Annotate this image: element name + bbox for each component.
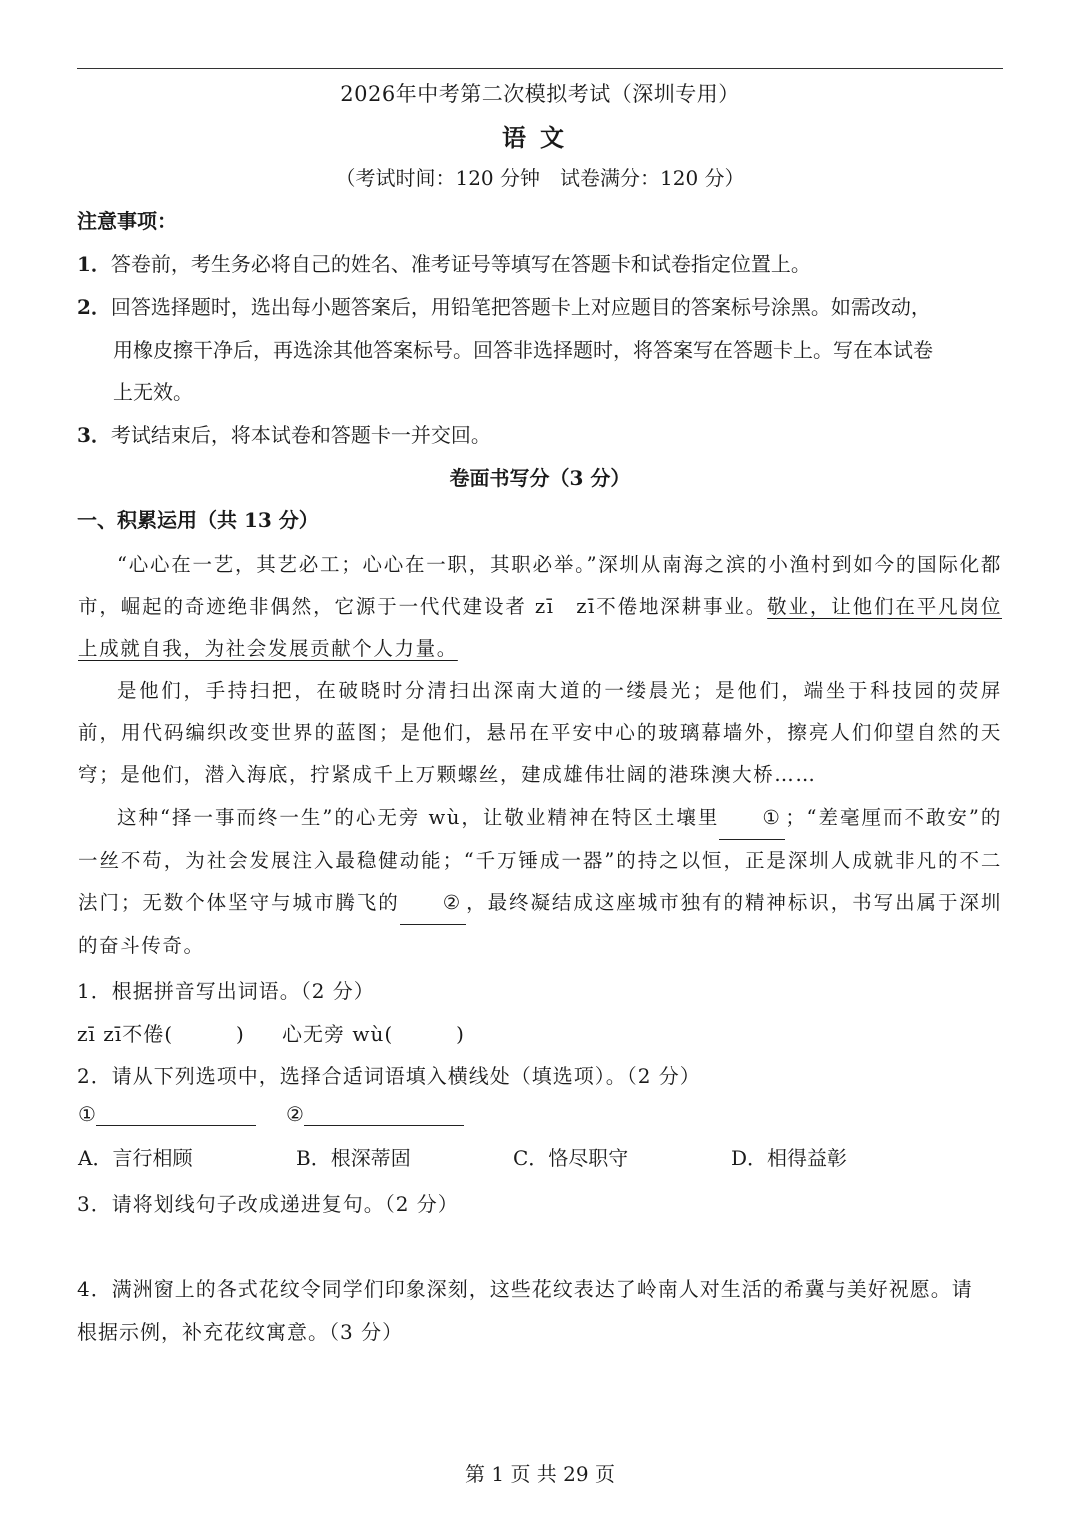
- subject-title: 语文: [502, 123, 578, 152]
- notice-item-number: 3．: [77, 423, 111, 447]
- top-rule: [77, 68, 1003, 69]
- answer-line: [304, 1103, 464, 1126]
- notice-item-2-line-2: 用橡皮擦干净后，再选涂其他答案标号。回答非选择题时，将答案写在答题卡上。写在本试卷: [113, 338, 933, 362]
- passage-paragraph-1: [78, 544, 1002, 670]
- notice-item-3: [77, 419, 491, 448]
- question-4-line-2: 根据示例，补充花纹寓意。（3 分）: [77, 1320, 404, 1344]
- notice-title: 注意事项：: [77, 209, 177, 233]
- passage-text: ；“差毫厘而不敢安”的一丝不苟，为社会发展注入最稳健动能；“千万锤成一器”的持之以恒，正是深圳人成就非凡的不二法门；无数个体坚守与城市腾飞的: [78, 806, 1002, 914]
- passage-text: ，最终凝结成这座城市独有的精神标识，书写出属于深圳的奋斗传奇。: [78, 891, 1002, 957]
- notice-item-2: [77, 291, 931, 320]
- underlined-sentence: 敬业，让他们在平凡岗位上成就自我，为社会发展贡献个人力量。: [78, 595, 1002, 660]
- notice-item-number: 2．: [77, 295, 111, 319]
- exam-info: （考试时间：120 分钟 试卷满分：120 分）: [335, 166, 745, 190]
- handwriting-score: 卷面书写分（3 分）: [449, 466, 631, 490]
- notice-item-number: 1．: [77, 252, 111, 276]
- answer-blanks-row: [78, 1102, 494, 1126]
- option-a: A．言行相顾: [78, 1146, 193, 1170]
- question-1-fill-a: zī zī不倦( ): [77, 1022, 245, 1046]
- notice-item-text: 考试结束后，将本试卷和答题卡一并交回。: [110, 423, 491, 447]
- blank-2: ②: [400, 882, 466, 925]
- passage-paragraph-3: [78, 797, 1002, 967]
- passage-text: 这种“择一事而终一生”的心无旁 wù，让敬业精神在特区土壤里: [117, 806, 720, 829]
- question-1-fill-b: 心无旁 wù( ): [282, 1022, 465, 1046]
- blank-1: ①: [719, 797, 785, 840]
- notice-item-text: 答卷前，考生务必将自己的姓名、准考证号等填写在答题卡和试卷指定位置上。: [110, 252, 811, 276]
- notice-item-text: 回答选择题时，选出每小题答案后，用铅笔把答题卡上对应题目的答案标号涂黑。如需改动，: [110, 295, 931, 319]
- section-1-title: 一、积累运用（共 13 分）: [77, 508, 319, 532]
- option-d: D．相得益彰: [731, 1146, 848, 1170]
- question-2: 2．请从下列选项中，选择合适词语填入横线处（填选项）。（2 分）: [77, 1064, 701, 1088]
- question-4-line-1: 4．满洲窗上的各式花纹令同学们印象深刻，这些花纹表达了岭南人对生活的希冀与美好祝愿。请: [77, 1277, 973, 1301]
- passage-text: “心心在一艺，其艺必工；心心在一职，其职必举。”深圳从南海之滨的小渔村到如今的国际化都市，崛起的奇迹绝非偶然，它源于一代代建设者 zī zī不倦地深耕事业。: [78, 553, 1002, 618]
- option-c: C．恪尽职守: [513, 1146, 629, 1170]
- page-footer: 第 1 页 共 29 页: [465, 1462, 615, 1486]
- option-b: B．根深蒂固: [296, 1146, 411, 1170]
- notice-item-1: [77, 248, 811, 277]
- answer-line: [96, 1103, 256, 1126]
- notice-item-2-line-3: 上无效。: [113, 380, 193, 404]
- question-1: 1．根据拼音写出词语。（2 分）: [77, 979, 375, 1003]
- blank-label: ①: [78, 1102, 96, 1126]
- exam-title: 2026年中考第二次模拟考试（深圳专用）: [340, 82, 740, 106]
- question-3: 3．请将划线句子改成递进复句。（2 分）: [77, 1192, 459, 1216]
- passage-paragraph-2: 是他们，手持扫把，在破晓时分清扫出深南大道的一缕晨光；是他们，端坐于科技园的荧屏前，用代码编织改变世界的蓝图；是他们，悬吊在平安中心的玻璃幕墙外，擦亮人们仰望自然的天穹；是他们，潜入海底，拧紧成千上万颗螺丝，建成雄伟壮阔的港珠澳大桥……: [78, 679, 1002, 786]
- blank-label: ②: [285, 1102, 304, 1126]
